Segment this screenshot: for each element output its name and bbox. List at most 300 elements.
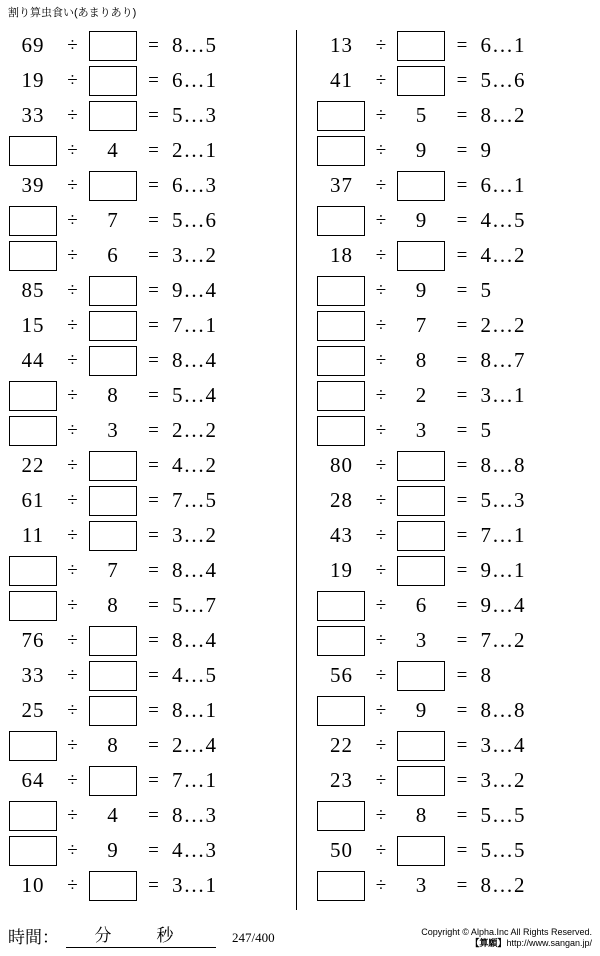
equals-icon: = xyxy=(456,489,469,511)
divide-icon: ÷ xyxy=(375,874,388,896)
answer-box[interactable] xyxy=(89,66,137,96)
answer-box[interactable] xyxy=(9,731,57,761)
quotient-remainder-value: 8…4 xyxy=(172,558,217,582)
dividend-value: 15 xyxy=(21,313,45,337)
problem-row xyxy=(6,763,258,798)
answer-box[interactable] xyxy=(317,311,365,341)
equals-icon: = xyxy=(148,384,160,406)
dividend-value: 41 xyxy=(329,68,353,92)
dividend-blank-cell xyxy=(6,556,60,586)
equals-icon: = xyxy=(148,314,160,336)
problem-row xyxy=(314,238,566,273)
divisor-blank-cell xyxy=(86,101,140,131)
divisor-value: 2 xyxy=(415,383,428,407)
dividend-blank-cell xyxy=(6,731,60,761)
divisor-value: 6 xyxy=(107,243,119,267)
equals-icon: = xyxy=(148,804,160,826)
site-credit xyxy=(470,936,592,949)
equals-icon: = xyxy=(148,279,160,301)
quotient-remainder-value: 3…1 xyxy=(172,873,217,897)
quotient-remainder-value: 3…2 xyxy=(480,768,526,792)
divide-icon: ÷ xyxy=(67,629,79,651)
divisor-value: 9 xyxy=(415,208,428,232)
quotient-remainder-value: 2…2 xyxy=(172,418,217,442)
quotient-remainder-value: 8…5 xyxy=(172,33,217,57)
equals-icon: = xyxy=(148,454,160,476)
quotient-remainder-value: 8…8 xyxy=(480,698,526,722)
answer-box[interactable] xyxy=(317,416,365,446)
answer-box[interactable] xyxy=(9,591,57,621)
answer-box[interactable] xyxy=(317,591,365,621)
equals-icon: = xyxy=(456,594,469,616)
divisor-value: 9 xyxy=(415,278,428,302)
divide-icon: ÷ xyxy=(375,34,388,56)
divide-icon: ÷ xyxy=(67,489,79,511)
answer-box[interactable] xyxy=(9,381,57,411)
site-brand: 【算願】 xyxy=(470,938,507,948)
answer-box[interactable] xyxy=(397,486,445,516)
divisor-value: 3 xyxy=(107,418,119,442)
quotient-remainder-value: 4…5 xyxy=(172,663,217,687)
divisor-value: 8 xyxy=(415,348,428,372)
answer-box[interactable] xyxy=(9,801,57,831)
answer-box[interactable] xyxy=(317,801,365,831)
answer-box[interactable] xyxy=(317,626,365,656)
dividend-blank-cell xyxy=(314,101,368,131)
divide-icon: ÷ xyxy=(375,699,388,721)
quotient-remainder-value: 5…5 xyxy=(480,803,526,827)
dividend-value: 22 xyxy=(21,453,45,477)
answer-box[interactable] xyxy=(397,661,445,691)
answer-box[interactable] xyxy=(89,451,137,481)
quotient-remainder-value: 5…3 xyxy=(480,488,526,512)
answer-box[interactable] xyxy=(9,836,57,866)
answer-box[interactable] xyxy=(397,521,445,551)
dividend-blank-cell xyxy=(314,136,368,166)
equals-icon: = xyxy=(148,489,160,511)
equals-icon: = xyxy=(456,349,469,371)
quotient-remainder-value: 9…1 xyxy=(480,558,526,582)
equals-icon: = xyxy=(456,104,469,126)
divisor-value: 7 xyxy=(107,558,119,582)
problem-row xyxy=(314,448,566,483)
divide-icon: ÷ xyxy=(375,139,388,161)
quotient-remainder-value: 3…2 xyxy=(172,523,217,547)
problem-row xyxy=(314,483,566,518)
time-answer-line[interactable]: 分 秒 xyxy=(66,921,216,948)
divide-icon: ÷ xyxy=(67,559,79,581)
problem-row xyxy=(6,133,258,168)
dividend-value: 43 xyxy=(329,523,353,547)
divisor-blank-cell xyxy=(86,276,140,306)
quotient-remainder-value: 5…3 xyxy=(172,103,217,127)
answer-box[interactable] xyxy=(89,521,137,551)
divisor-blank-cell xyxy=(394,731,448,761)
divisor-blank-cell xyxy=(394,521,448,551)
problem-row xyxy=(314,798,566,833)
divide-icon: ÷ xyxy=(67,209,79,231)
problem-row xyxy=(6,693,258,728)
divisor-blank-cell xyxy=(394,486,448,516)
problem-row xyxy=(314,413,566,448)
equals-icon: = xyxy=(456,209,469,231)
problem-columns xyxy=(0,28,600,918)
answer-box[interactable] xyxy=(9,206,57,236)
divide-icon: ÷ xyxy=(375,489,388,511)
quotient-remainder-value: 8 xyxy=(480,663,492,687)
divisor-blank-cell xyxy=(86,346,140,376)
quotient-remainder-value: 7…5 xyxy=(172,488,217,512)
divide-icon: ÷ xyxy=(375,804,388,826)
dividend-value: 33 xyxy=(21,663,45,687)
quotient-remainder-value: 6…1 xyxy=(172,68,217,92)
dividend-value: 13 xyxy=(329,33,353,57)
equals-icon: = xyxy=(148,34,160,56)
problem-row xyxy=(6,448,258,483)
problem-row xyxy=(6,483,258,518)
answer-box[interactable] xyxy=(89,346,137,376)
quotient-remainder-value: 4…2 xyxy=(480,243,526,267)
dividend-blank-cell xyxy=(314,416,368,446)
dividend-value: 28 xyxy=(329,488,353,512)
divide-icon: ÷ xyxy=(375,244,388,266)
divide-icon: ÷ xyxy=(375,594,388,616)
problem-column-right xyxy=(300,28,600,918)
answer-box[interactable] xyxy=(9,136,57,166)
divisor-blank-cell xyxy=(394,661,448,691)
divisor-blank-cell xyxy=(86,66,140,96)
divisor-blank-cell xyxy=(86,311,140,341)
problem-row xyxy=(314,378,566,413)
answer-box[interactable] xyxy=(89,626,137,656)
divisor-blank-cell xyxy=(86,696,140,726)
equals-icon: = xyxy=(456,419,469,441)
equals-icon: = xyxy=(456,629,469,651)
divide-icon: ÷ xyxy=(67,664,79,686)
divisor-value: 7 xyxy=(415,313,428,337)
dividend-blank-cell xyxy=(6,591,60,621)
equals-icon: = xyxy=(148,209,160,231)
answer-box[interactable] xyxy=(9,241,57,271)
problem-row xyxy=(314,98,566,133)
equals-icon: = xyxy=(148,174,160,196)
quotient-remainder-value: 4…3 xyxy=(172,838,217,862)
divide-icon: ÷ xyxy=(67,279,79,301)
quotient-remainder-value: 5…5 xyxy=(480,838,526,862)
divisor-value: 4 xyxy=(107,803,119,827)
divisor-value: 8 xyxy=(107,383,119,407)
quotient-remainder-value: 6…1 xyxy=(480,173,526,197)
answer-box[interactable] xyxy=(89,661,137,691)
answer-box[interactable] xyxy=(317,346,365,376)
divisor-blank-cell xyxy=(86,661,140,691)
divisor-value: 7 xyxy=(107,208,119,232)
quotient-remainder-value: 5…6 xyxy=(480,68,526,92)
answer-box[interactable] xyxy=(89,31,137,61)
divide-icon: ÷ xyxy=(375,209,388,231)
dividend-blank-cell xyxy=(314,871,368,901)
divide-icon: ÷ xyxy=(67,349,79,371)
equals-icon: = xyxy=(456,69,469,91)
equals-icon: = xyxy=(456,559,469,581)
problem-row xyxy=(6,98,258,133)
divisor-value: 8 xyxy=(107,733,119,757)
divide-icon: ÷ xyxy=(67,524,79,546)
answer-box[interactable] xyxy=(397,451,445,481)
dividend-value: 25 xyxy=(21,698,45,722)
problem-row xyxy=(6,623,258,658)
equals-icon: = xyxy=(148,769,160,791)
dividend-value: 18 xyxy=(329,243,353,267)
problem-row xyxy=(314,763,566,798)
quotient-remainder-value: 2…1 xyxy=(172,138,217,162)
answer-box[interactable] xyxy=(317,871,365,901)
problem-row xyxy=(314,623,566,658)
dividend-value: 19 xyxy=(329,558,353,582)
quotient-remainder-value: 5 xyxy=(480,278,492,302)
problem-row xyxy=(6,203,258,238)
quotient-remainder-value: 8…2 xyxy=(480,873,526,897)
divide-icon: ÷ xyxy=(375,839,388,861)
divisor-value: 9 xyxy=(415,138,428,162)
dividend-value: 64 xyxy=(21,768,45,792)
answer-box[interactable] xyxy=(317,696,365,726)
divide-icon: ÷ xyxy=(67,699,79,721)
dividend-value: 69 xyxy=(21,33,45,57)
dividend-value: 19 xyxy=(21,68,45,92)
equals-icon: = xyxy=(148,664,160,686)
page-title: 割り算虫食い(あまりあり) xyxy=(8,7,137,19)
problem-row xyxy=(6,308,258,343)
quotient-remainder-value: 8…4 xyxy=(172,348,217,372)
equals-icon: = xyxy=(456,174,469,196)
answer-box[interactable] xyxy=(89,311,137,341)
answer-box[interactable] xyxy=(89,696,137,726)
divide-icon: ÷ xyxy=(375,734,388,756)
divide-icon: ÷ xyxy=(375,419,388,441)
equals-icon: = xyxy=(456,734,469,756)
problem-row xyxy=(314,63,566,98)
problem-row xyxy=(6,168,258,203)
divide-icon: ÷ xyxy=(67,314,79,336)
problem-row xyxy=(6,238,258,273)
divisor-blank-cell xyxy=(86,871,140,901)
problem-column-left xyxy=(0,28,292,918)
divisor-blank-cell xyxy=(394,451,448,481)
copyright-text: Copyright © Alpha.Inc All Rights Reserved. xyxy=(421,927,592,937)
page-number: 247/400 xyxy=(232,930,275,945)
answer-box[interactable] xyxy=(317,276,365,306)
divisor-blank-cell xyxy=(86,171,140,201)
quotient-remainder-value: 2…2 xyxy=(480,313,526,337)
divisor-value: 4 xyxy=(107,138,119,162)
equals-icon: = xyxy=(148,629,160,651)
dividend-value: 56 xyxy=(329,663,353,687)
equals-icon: = xyxy=(456,804,469,826)
quotient-remainder-value: 8…8 xyxy=(480,453,526,477)
quotient-remainder-value: 4…5 xyxy=(480,208,526,232)
equals-icon: = xyxy=(456,279,469,301)
problem-row xyxy=(314,203,566,238)
equals-icon: = xyxy=(456,839,469,861)
answer-box[interactable] xyxy=(397,556,445,586)
divisor-blank-cell xyxy=(86,521,140,551)
equals-icon: = xyxy=(456,874,469,896)
answer-box[interactable] xyxy=(89,871,137,901)
page-footer xyxy=(0,916,600,956)
divide-icon: ÷ xyxy=(375,174,388,196)
answer-box[interactable] xyxy=(89,276,137,306)
equals-icon: = xyxy=(456,314,469,336)
divisor-blank-cell xyxy=(86,451,140,481)
answer-box[interactable] xyxy=(397,171,445,201)
dividend-value: 33 xyxy=(21,103,45,127)
problem-row xyxy=(6,868,258,903)
quotient-remainder-value: 3…2 xyxy=(172,243,217,267)
quotient-remainder-value: 5…7 xyxy=(172,593,217,617)
problem-row xyxy=(6,658,258,693)
dividend-value: 85 xyxy=(21,278,45,302)
dividend-value: 76 xyxy=(21,628,45,652)
answer-box[interactable] xyxy=(317,206,365,236)
dividend-blank-cell xyxy=(314,206,368,236)
equals-icon: = xyxy=(456,699,469,721)
problem-row xyxy=(314,308,566,343)
quotient-remainder-value: 9…4 xyxy=(172,278,217,302)
dividend-value: 22 xyxy=(329,733,353,757)
problem-row xyxy=(6,413,258,448)
equals-icon: = xyxy=(148,594,160,616)
problem-row xyxy=(314,588,566,623)
divide-icon: ÷ xyxy=(67,454,79,476)
dividend-value: 44 xyxy=(21,348,45,372)
time-label: 時間： xyxy=(8,928,59,947)
divide-icon: ÷ xyxy=(67,104,79,126)
divisor-value: 9 xyxy=(107,838,119,862)
problem-row xyxy=(6,28,258,63)
answer-box[interactable] xyxy=(317,136,365,166)
equals-icon: = xyxy=(148,559,160,581)
problem-row xyxy=(6,588,258,623)
quotient-remainder-value: 7…1 xyxy=(172,313,217,337)
quotient-remainder-value: 8…2 xyxy=(480,103,526,127)
quotient-remainder-value: 9…4 xyxy=(480,593,526,617)
answer-box[interactable] xyxy=(397,66,445,96)
quotient-remainder-value: 6…3 xyxy=(172,173,217,197)
answer-box[interactable] xyxy=(397,836,445,866)
equals-icon: = xyxy=(456,384,469,406)
divisor-blank-cell xyxy=(394,766,448,796)
answer-box[interactable] xyxy=(397,731,445,761)
dividend-value: 10 xyxy=(21,873,45,897)
dividend-blank-cell xyxy=(6,136,60,166)
answer-box[interactable] xyxy=(89,171,137,201)
equals-icon: = xyxy=(148,524,160,546)
divisor-blank-cell xyxy=(394,556,448,586)
problem-row xyxy=(314,658,566,693)
answer-box[interactable] xyxy=(89,766,137,796)
divide-icon: ÷ xyxy=(67,734,79,756)
dividend-blank-cell xyxy=(6,416,60,446)
answer-box[interactable] xyxy=(317,101,365,131)
divisor-blank-cell xyxy=(86,766,140,796)
divide-icon: ÷ xyxy=(67,419,79,441)
answer-box[interactable] xyxy=(9,416,57,446)
equals-icon: = xyxy=(456,244,469,266)
divide-icon: ÷ xyxy=(67,874,79,896)
equals-icon: = xyxy=(456,139,469,161)
dividend-blank-cell xyxy=(314,381,368,411)
divide-icon: ÷ xyxy=(67,384,79,406)
equals-icon: = xyxy=(456,769,469,791)
answer-box[interactable] xyxy=(9,556,57,586)
equals-icon: = xyxy=(148,69,160,91)
dividend-blank-cell xyxy=(314,346,368,376)
divisor-value: 5 xyxy=(415,103,428,127)
problem-row xyxy=(314,343,566,378)
quotient-remainder-value: 7…1 xyxy=(480,523,526,547)
problem-row xyxy=(314,728,566,763)
quotient-remainder-value: 5…4 xyxy=(172,383,217,407)
divide-icon: ÷ xyxy=(67,244,79,266)
equals-icon: = xyxy=(456,524,469,546)
equals-icon: = xyxy=(148,244,160,266)
quotient-remainder-value: 7…1 xyxy=(172,768,217,792)
quotient-remainder-value: 3…1 xyxy=(480,383,526,407)
divisor-blank-cell xyxy=(394,31,448,61)
problem-row xyxy=(6,798,258,833)
dividend-value: 80 xyxy=(329,453,353,477)
divide-icon: ÷ xyxy=(375,524,388,546)
dividend-value: 11 xyxy=(21,523,45,547)
answer-box[interactable] xyxy=(397,766,445,796)
quotient-remainder-value: 6…1 xyxy=(480,33,526,57)
divide-icon: ÷ xyxy=(375,454,388,476)
answer-box[interactable] xyxy=(89,486,137,516)
divisor-blank-cell xyxy=(394,241,448,271)
answer-box[interactable] xyxy=(317,381,365,411)
divide-icon: ÷ xyxy=(375,769,388,791)
dividend-value: 23 xyxy=(329,768,353,792)
problem-row xyxy=(6,518,258,553)
quotient-remainder-value: 8…3 xyxy=(172,803,217,827)
problem-row xyxy=(314,273,566,308)
equals-icon: = xyxy=(456,454,469,476)
divisor-value: 3 xyxy=(415,873,428,897)
equals-icon: = xyxy=(148,874,160,896)
problem-row xyxy=(6,728,258,763)
dividend-value: 61 xyxy=(21,488,45,512)
equals-icon: = xyxy=(148,734,160,756)
equals-icon: = xyxy=(148,419,160,441)
dividend-blank-cell xyxy=(6,206,60,236)
problem-row xyxy=(6,273,258,308)
quotient-remainder-value: 4…2 xyxy=(172,453,217,477)
problem-row xyxy=(314,168,566,203)
divide-icon: ÷ xyxy=(67,139,79,161)
quotient-remainder-value: 8…4 xyxy=(172,628,217,652)
equals-icon: = xyxy=(148,839,160,861)
divide-icon: ÷ xyxy=(67,69,79,91)
answer-box[interactable] xyxy=(397,241,445,271)
divide-icon: ÷ xyxy=(375,314,388,336)
answer-box[interactable] xyxy=(397,31,445,61)
dividend-blank-cell xyxy=(314,696,368,726)
quotient-remainder-value: 2…4 xyxy=(172,733,217,757)
problem-row xyxy=(314,28,566,63)
divide-icon: ÷ xyxy=(67,769,79,791)
answer-box[interactable] xyxy=(89,101,137,131)
